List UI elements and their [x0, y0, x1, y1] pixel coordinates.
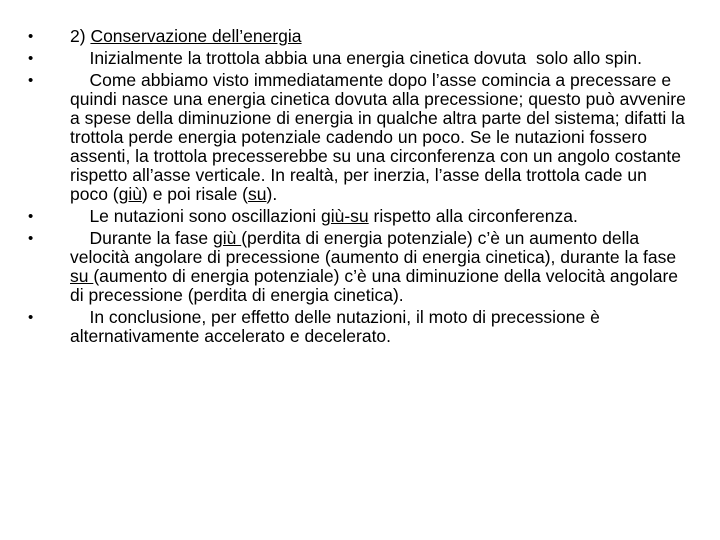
bullet-list: [28, 26, 691, 349]
underlined-text-segment: Conservazione dell’energia: [90, 26, 302, 46]
text-segment: In conclusione, per effetto delle nutazioni, il moto di precessione è alternativamente accelerato e decelerato.: [70, 307, 605, 346]
bullet-dot-icon: •: [28, 50, 34, 67]
text-segment: ) e poi risale (: [142, 184, 249, 204]
bullet-item: [28, 308, 688, 346]
bullet-item: [28, 27, 688, 46]
bullet-text: [70, 228, 683, 305]
text-segment: ).: [266, 184, 278, 204]
underlined-text-segment: giù: [118, 184, 142, 204]
text-segment: Durante la fase: [70, 228, 213, 248]
underlined-text-segment: giù: [213, 228, 242, 248]
text-segment: Inizialmente la trottola abbia una energia cinetica dovuta solo allo spin.: [70, 48, 643, 68]
bullet-text: [70, 206, 578, 226]
text-segment: Come abbiamo visto immediatamente dopo l’asse comincia a precessare e quindi nasce una energia cinetica dovuta alla precessione; questo può avvenire a spese della diminuzione di energia in qualche altra parte del sistema; difatti la trottola perde energia potenziale cadendo un poco. Se le nutazioni fossero assenti, la trottola precesserebbe su una circonferenza con un angolo costante rispetto all’asse verticale. In realtà, per inerzia, l’asse della trottola cade un poco (: [70, 70, 691, 204]
bullet-dot-icon: •: [28, 28, 34, 45]
underlined-text-segment: su: [248, 184, 267, 204]
bullet-dot-icon: •: [28, 230, 34, 247]
bullet-text: [70, 307, 605, 346]
bullet-item: [28, 207, 688, 226]
bullet-item: [28, 70, 691, 204]
text-segment: (aumento di energia potenziale) c’è una diminuzione della velocità angolare di precessione (perdita di energia cinetica).: [70, 266, 683, 305]
bullet-dot-icon: •: [28, 309, 34, 326]
text-segment: 2): [70, 26, 91, 46]
text-segment: Le nutazioni sono oscillazioni: [70, 206, 321, 226]
bullet-item: [28, 229, 688, 305]
bullet-text: [70, 48, 642, 68]
underlined-text-segment: giù-su: [321, 206, 369, 226]
bullet-dot-icon: •: [28, 208, 34, 225]
bullet-text: [70, 26, 302, 46]
bullet-dot-icon: •: [28, 72, 34, 89]
text-segment: rispetto alla circonferenza.: [368, 206, 578, 226]
bullet-item: [28, 49, 688, 68]
bullet-text: [70, 70, 691, 204]
underlined-text-segment: su: [70, 266, 94, 286]
text-segment: (perdita di energia potenziale) c’è un aumento della velocità angolare di precessione (aumento di energia cinetica), durante la fase: [70, 228, 681, 267]
